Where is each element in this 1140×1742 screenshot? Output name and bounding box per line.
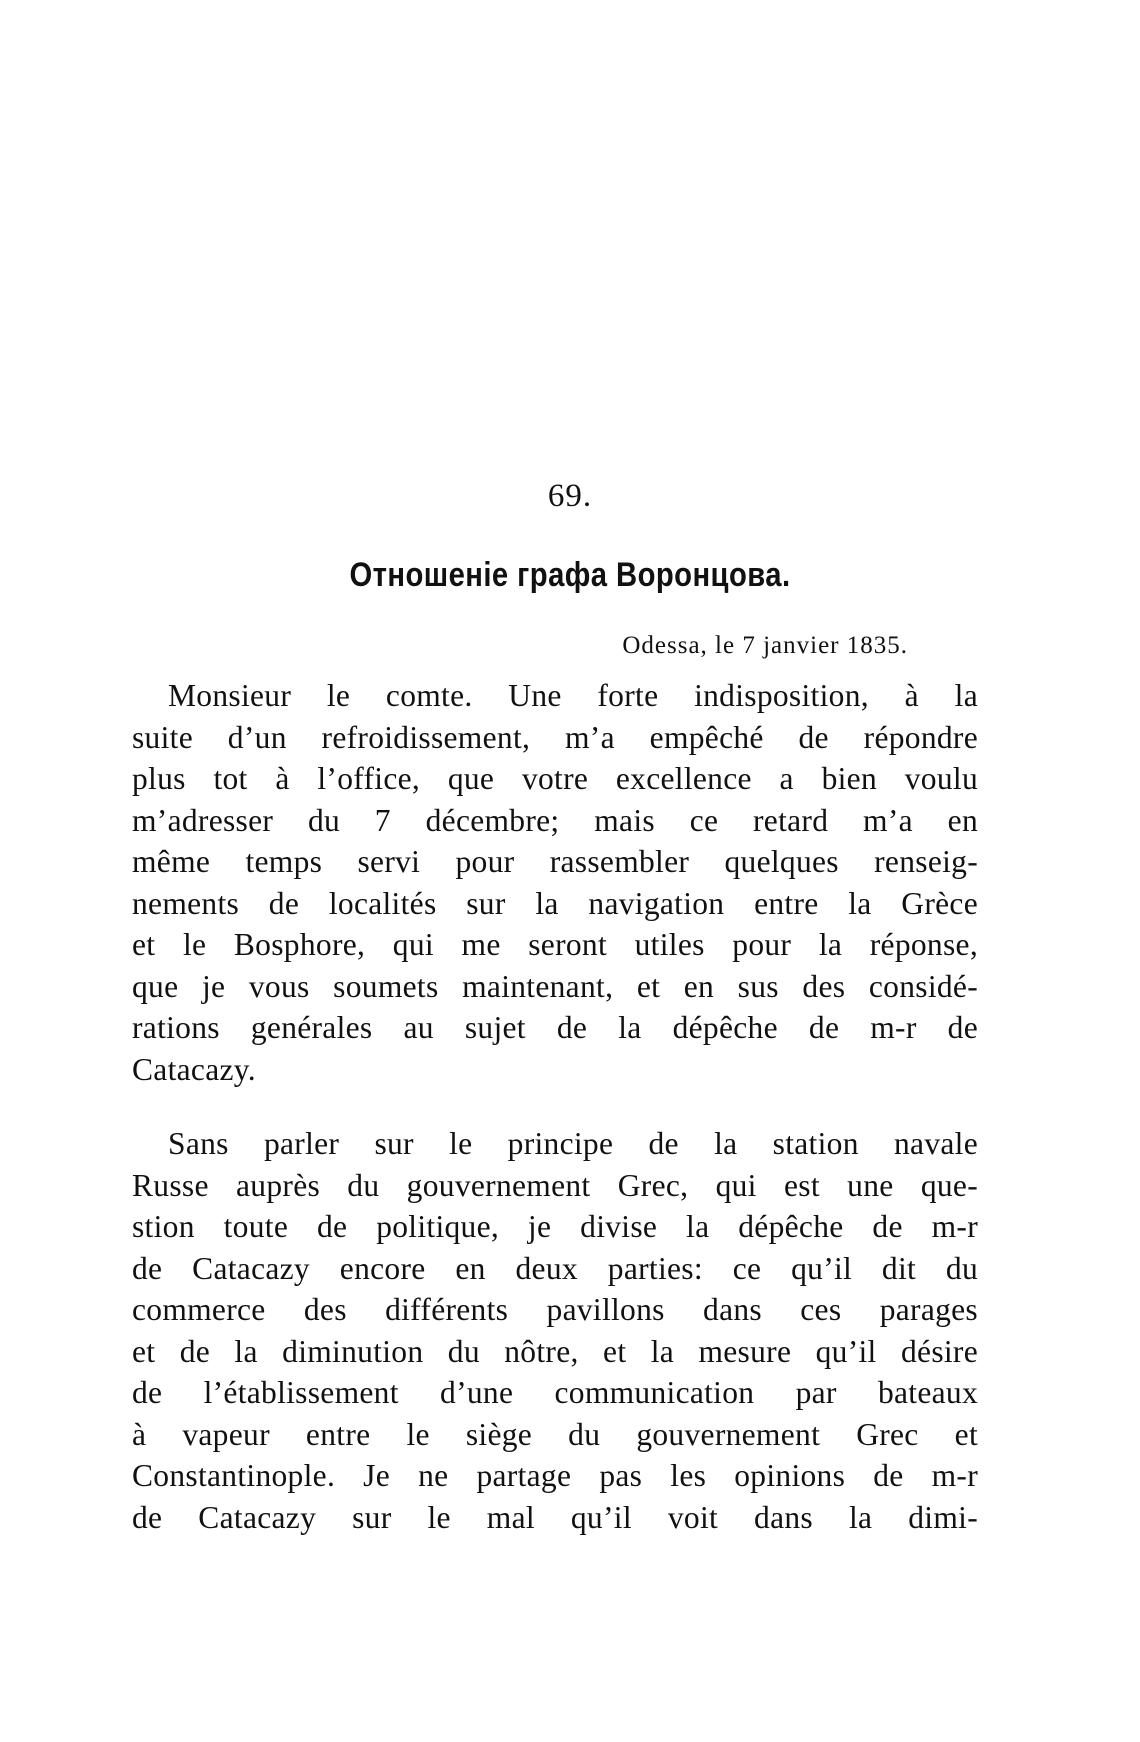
text-line: de Catacazy encore en deux parties: ce qu’il dit du — [132, 1250, 978, 1286]
text-line: Catacazy. — [132, 1051, 256, 1087]
paragraph-1 — [132, 675, 978, 1090]
text-line: stion toute de politique, je divise la dépêche de m-r — [132, 1209, 978, 1244]
document-number: 69. — [547, 478, 593, 514]
text-line: suite d’un refroidissement, m’a empêché de répondre — [132, 719, 978, 755]
text-line: et le Bosphore, qui me seront utiles pour la réponse, — [132, 927, 978, 962]
text-line: plus tot à l’office, que votre excellence a bien voulu — [132, 761, 978, 796]
document-title: Отношеніе графа Воронцова. — [349, 556, 791, 594]
text-line: de Catacazy sur le mal qu’il voit dans la dimi- — [132, 1499, 978, 1535]
text-line: Monsieur le comte. Une forte indisposition, à la — [168, 678, 978, 713]
text-line: nements de localités sur la navigation entre la Grèce — [132, 885, 978, 921]
text-line: et de la diminution du nôtre, et la mesure qu’il désire — [132, 1333, 978, 1369]
text-line: à vapeur entre le siège du gouvernement Grec et — [132, 1416, 978, 1452]
text-line: de l’établissement d’une communication par bateaux — [132, 1375, 978, 1410]
text-line: commerce des différents pavillons dans ces parages — [132, 1292, 978, 1327]
text-line: Constantinople. Je ne partage pas les opinions de m-r — [132, 1458, 978, 1493]
dateline: Odessa, le 7 janvier 1835. — [622, 632, 908, 659]
text-line: que je vous soumets maintenant, et en sus des considé- — [132, 968, 978, 1004]
text-line: rations genérales au sujet de la dépêche de m-r de — [132, 1010, 978, 1045]
text-line: même temps servi pour rassembler quelques renseig- — [132, 844, 978, 879]
text-line: Sans parler sur le principe de la station navale — [168, 1126, 978, 1161]
text-line: Russe auprès du gouvernement Grec, qui est une que- — [132, 1167, 978, 1203]
paragraph-2 — [132, 1123, 978, 1538]
text-line: m’adresser du 7 décembre; mais ce retard m’a en — [132, 802, 978, 838]
